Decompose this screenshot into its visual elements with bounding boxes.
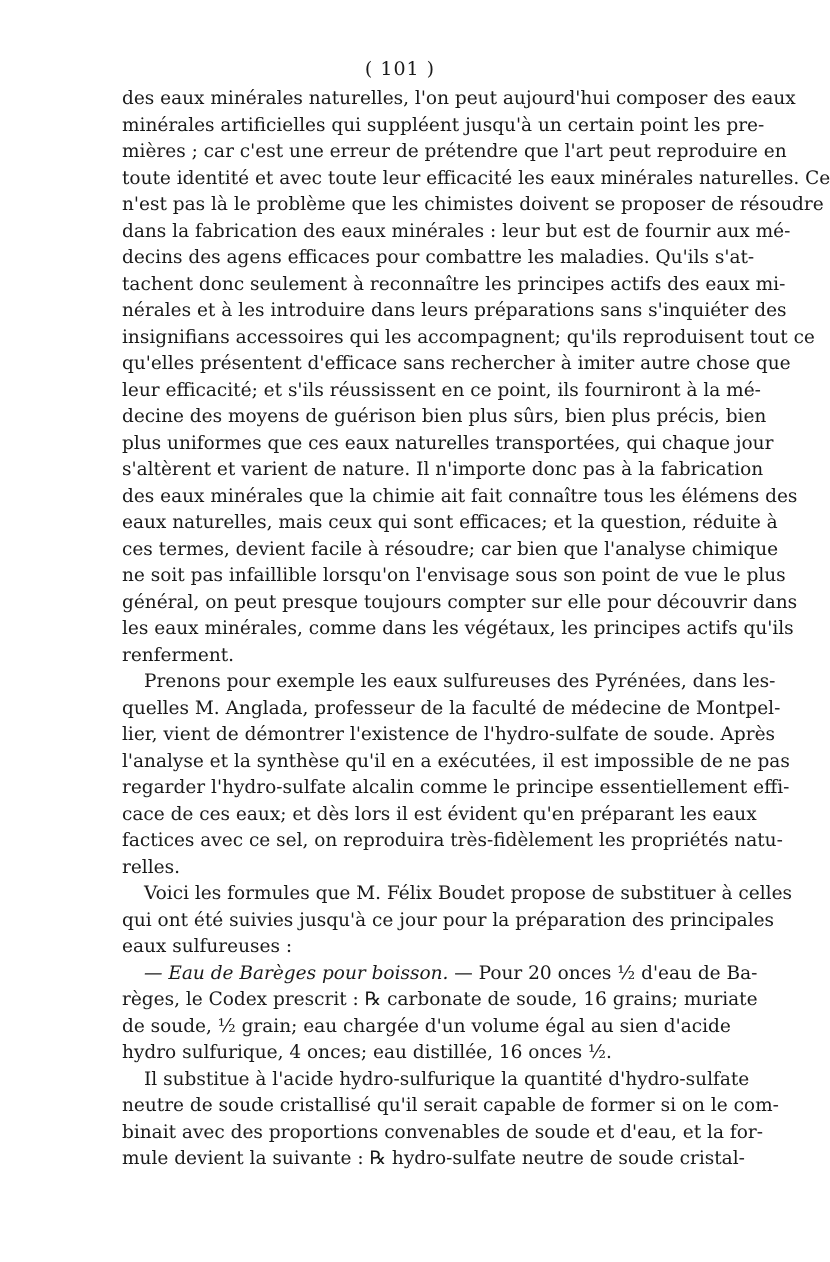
text-line: s'altèrent et varient de nature. Il n'importe donc pas à la fabrication [122,459,764,480]
text-line: règes, le Codex prescrit : ℞ carbonate de soude, 16 grains; muriate [122,989,758,1010]
recipe-text: — Pour 20 onces ½ d'eau de Ba- [448,962,758,984]
text-line: qu'elles présentent d'efficace sans rechercher à imiter autre chose que [122,353,791,374]
text-line: qui ont été suivies jusqu'à ce jour pour la préparation des principales [122,909,775,931]
paragraph-3 [122,881,793,961]
text-line: eaux naturelles, mais ceux qui sont efficaces; et la question, réduite à [122,512,778,533]
recipe-title: — Eau de Barèges pour boisson. [144,962,449,984]
page-number: ( 101 ) [364,58,436,80]
text-line: leur efficacité; et s'ils réussissent en ce point, ils fourniront à la mé- [122,379,761,401]
body-text [122,86,830,1173]
text-line: Prenons pour exemple les eaux sulfureuses des Pyrénées, dans les- [144,671,776,692]
paragraph-2 [122,669,790,881]
text-line: l'analyse et la synthèse qu'il en a exécutées, il est impossible de ne pas [122,750,790,772]
text-line: relles. [122,856,180,878]
text-line: tachent donc seulement à reconnaître les principes actifs des eaux mi- [122,273,786,295]
text-line: factices avec ce sel, on reproduira très-fidèlement les propriétés natu- [122,830,783,851]
text-line: Voici les formules que M. Félix Boudet propose de substituer à celles [144,883,793,904]
text-line: renferment. [122,644,235,666]
text-line: binait avec des proportions convenables de soude et d'eau, et la for- [122,1121,763,1143]
paragraph-5 [122,1067,779,1173]
text-line: toute identité et avec toute leur efficacité les eaux minérales naturelles. Ce [122,167,830,189]
text-line: les eaux minérales, comme dans les végétaux, les principes actifs qu'ils [122,618,794,639]
text-line: ces termes, devient facile à résoudre; car bien que l'analyse chimique [122,538,779,560]
text-line: plus uniformes que ces eaux naturelles transportées, qui chaque jour [122,432,774,454]
text-line: neutre de soude cristallisé qu'il serait capable de former si on le com- [122,1095,779,1116]
text-line: général, on peut presque toujours compter sur elle pour découvrir dans [122,591,798,613]
text-line: minérales artificielles qui suppléent jusqu'à un certain point les pre- [122,114,765,136]
text-line: des eaux minérales naturelles, l'on peut aujourd'hui composer des eaux [122,88,796,109]
text-line: mières ; car c'est une erreur de prétendre que l'art peut reproduire en [122,141,787,162]
text-line: decine des moyens de guérison bien plus sûrs, bien plus précis, bien [122,406,767,427]
text-line: de soude, ½ grain; eau chargée d'un volume égal au sien d'acide [122,1015,731,1037]
text-line: decins des agens efficaces pour combattre les maladies. Qu'ils s'at- [122,247,755,268]
text-line: nérales et à les introduire dans leurs préparations sans s'inquiéter des [122,300,787,321]
text-line: des eaux minérales que la chimie ait fait connaître tous les élémens des [122,485,798,507]
paragraph-1 [122,86,830,669]
text-line: cace de ces eaux; et dès lors il est évident qu'en préparant les eaux [122,803,757,825]
text-line: eaux sulfureuses : [122,936,293,957]
text-line: quelles M. Anglada, professeur de la faculté de médecine de Montpel- [122,697,781,719]
text-line: ne soit pas infaillible lorsqu'on l'envisage sous son point de vue le plus [122,565,786,586]
text-line: regarder l'hydro-sulfate alcalin comme le principe essentiellement effi- [122,777,790,798]
paragraph-4 [122,961,758,1067]
text-line: dans la fabrication des eaux minérales : leur but est de fournir aux mé- [122,220,791,242]
text-line [122,961,758,988]
text-line: mule devient la suivante : ℞ hydro-sulfate neutre de soude cristal- [122,1148,745,1169]
text-line: Il substitue à l'acide hydro-sulfurique la quantité d'hydro-sulfate [144,1068,750,1090]
text-line: insignifians accessoires qui les accompagnent; qu'ils reproduisent tout ce [122,326,815,348]
text-line: lier, vient de démontrer l'existence de l'hydro-sulfate de soude. Après [122,724,776,745]
text-line: hydro sulfurique, 4 onces; eau distillée, 16 onces ½. [122,1042,612,1063]
text-line: n'est pas là le problème que les chimistes doivent se proposer de résoudre [122,194,824,215]
